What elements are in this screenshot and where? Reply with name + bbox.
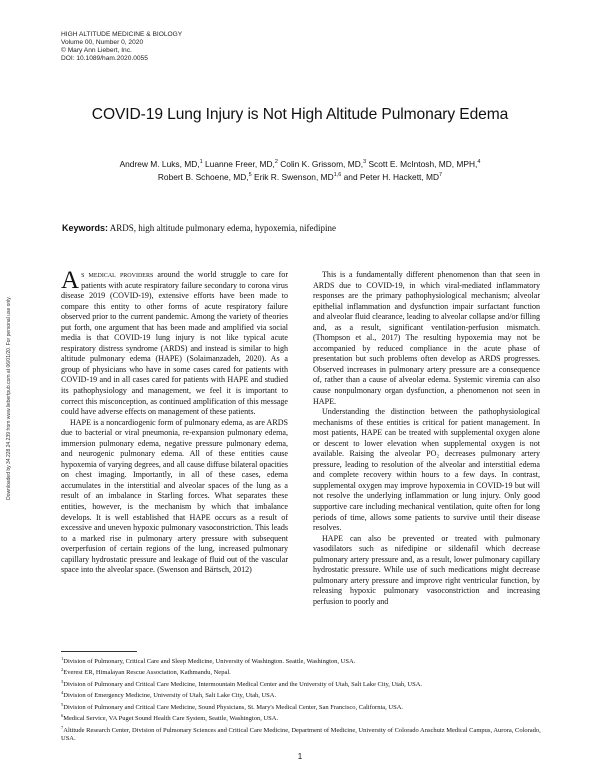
paragraph-1 [61, 267, 288, 418]
footnote-text: Altitude Research Center, Division of Pulmonary Sciences and Critical Care Medicine, Department of Medicine, University of Colorado Anschutz Medical Campus, Aurora, Colorado, USA. [61, 726, 541, 743]
footnote-number: 3 [61, 678, 64, 684]
footnote-text: Medical Service, VA Puget Sound Health Care System, Seattle, Washington, USA. [63, 715, 279, 723]
author-name: and Peter H. Hackett, MD [341, 172, 440, 182]
footnote-number: 7 [61, 724, 64, 730]
body-column-left [61, 267, 288, 576]
journal-doi: DOI: 10.1089/ham.2020.0055 [61, 55, 148, 62]
footnote [61, 701, 541, 712]
paragraph-1-text: around the world struggle to care for patients with acute respiratory failure secondary to corona virus disease 2019 (COVID-19), extensive efforts have been made to compare this entity to other forms of acute respiratory failure observed prior to the current pandemic. Among the variety of theories put forth, one argument that has been made and amplified via social media is that COVID-19 lung injury is not like typical acute respiratory distress syndrome (ARDS) and instead is similar to high altitude pulmonary edema (HAPE) (Solaimanzadeh, 2020). As a group of physicians who have in some cases cared for patients with COVID-19 and in all cases cared for patients with HAPE and studied its pathophysiology and management, we feel it is important to correct this misconception, as continued amplification of this message could have adverse effects on management of these patients. [61, 270, 288, 417]
affiliation-mark: 4 [477, 159, 481, 166]
footnote [61, 712, 541, 723]
footnote [61, 724, 541, 744]
lead-in: s medical providers [81, 270, 154, 279]
affiliation-mark: 1 [199, 159, 203, 166]
paragraph-3: This is a fundamentally different phenomenon than that seen in ARDS due to COVID-19, in which viral-mediated inflammatory responses are the primary pathophysiological mechanism; alveolar epithelial inflammation and dysfunction impair surfactant function and alveolar fluid clearance, leading to alveolar collapse and/or filling and, as a result, significant ventilation-perfusion mismatch. (Thompson et al., 2017) The resulting hypoxemia may not be accompanied by reduced compliance in the acute phase of presentation but such problems often develop as ARDS progresses. Observed increases in pulmonary artery pressure are a consequence of, rather than a cause of alveolar edema. Systemic viremia can also cause nonpulmonary organ dysfunction, a phenomenon not seen in HAPE. [313, 270, 540, 406]
author-line-1 [60, 158, 540, 171]
affiliation-mark: 7 [439, 172, 443, 179]
keywords-text: ARDS, high altitude pulmonary edema, hypoxemia, nifedipine [109, 223, 336, 233]
footnote-number: 4 [61, 690, 64, 696]
affiliation-mark: 2 [274, 159, 278, 166]
footnote-text: Division of Pulmonary, Critical Care and Sleep Medicine, University of Washington. Seattle, Washington, USA. [63, 658, 356, 666]
footnote-number: 1 [61, 656, 64, 661]
journal-header [61, 31, 182, 63]
affiliation-mark: 3 [363, 159, 367, 166]
footnote [61, 678, 541, 689]
footnote-divider [61, 651, 137, 652]
drop-cap: A [61, 267, 80, 294]
footnote-text: Everest ER, Himalayan Rescue Association, Kathmandu, Nepal. [63, 669, 231, 677]
affiliation-mark: 1,6 [333, 172, 342, 179]
footnote-text: Division of Pulmonary and Critical Care Medicine, Intermountain Medical Center and the University of Utah, Salt Lake City, Utah, USA. [63, 681, 423, 689]
keywords [62, 223, 336, 233]
author-name: Scott E. McIntosh, MD, MPH, [366, 159, 478, 169]
page-number: 1 [297, 752, 303, 761]
footnote [61, 689, 541, 700]
author-line-2 [60, 171, 540, 184]
journal-copyright: © Mary Ann Liebert, Inc. [61, 47, 132, 54]
footnote [61, 655, 541, 666]
author-list [60, 158, 540, 184]
keywords-label: Keywords: [62, 223, 109, 233]
footnote-number: 5 [61, 701, 64, 707]
affiliation-footnotes [61, 655, 541, 743]
author-name: Luanne Freer, MD, [202, 159, 275, 169]
article-title: COVID-19 Lung Injury is Not High Altitude Pulmonary Edema [91, 106, 509, 123]
paragraph-5: HAPE can also be prevented or treated with pulmonary vasodilators such as nifedipine or sildenafil which decrease pulmonary artery pressure and, as a result, lower pulmonary capillary hydrostatic pressure. While use of such medications might decrease pulmonary artery pressure and improve right ventricular function, by releasing hypoxic pulmonary vasoconstriction and increasing perfusion to poorly and [313, 533, 540, 606]
download-notice-text: Downloaded by 34.228.24.239 from www.liebertpub.com at 06/01/20. For personal use only. [6, 296, 12, 500]
download-notice [3, 248, 15, 548]
author-name: Erik R. Swenson, MD [251, 172, 334, 182]
journal-volume: Volume 00, Number 0, 2020 [61, 39, 144, 46]
footnote [61, 666, 541, 677]
author-name: Andrew M. Luks, MD, [119, 159, 200, 169]
paragraph-2: HAPE is a noncardiogenic form of pulmonary edema, as are ARDS due to bacterial or viral pneumonia, re-expansion pulmonary edema, immersion pulmonary edema, negative pressure pulmonary edema, and neurogenic pulmonary edema. All of these entities cause hypoxemia of varying degrees, and all cause diffuse bilateral opacities on chest imaging. Importantly, in all of these cases, edema accumulates in the interstitial and alveolar spaces of the lung as a result of an imbalance in Starling forces. What separates these entities, however, is the mechanism by which that imbalance develops. It is well established that HAPE occurs as a result of excessive and uneven hypoxic pulmonary vasoconstriction. This leads to a marked rise in pulmonary artery pressure with subsequent overperfusion of certain regions of the lung, increased pulmonary capillary hydrostatic pressure and leakage of fluid out of the vascular space into the alveolar space. (Swenson and Bärtsch, 2012) [61, 417, 288, 575]
paragraph-4: Understanding the distinction between the pathophysiological mechanisms of these entities is critical for patient management. In most patients, HAPE can be treated with supplemental oxygen alone or descent to lower elevation when supplemental oxygen is not available. Raising the alveolar PO₂ decreases pulmonary artery pressure, leading to resolution of the alveolar and interstitial edema and complete recovery within hours to a few days. In contrast, supplemental oxygen may improve hypoxemia in COVID-19 but will not resolve the underlying inflammation or lung injury. Only good supportive care including mechanical ventilation, quite often for long periods of time, allows some patients to survive until their disease resolves. [313, 407, 540, 533]
footnote-text: Division of Pulmonary and Critical Care Medicine, Sound Physicians, St. Mary's Medical Center, San Francisco, California, USA. [63, 703, 404, 711]
footnote-number: 6 [61, 713, 64, 719]
body-column-right [313, 270, 540, 608]
journal-name: HIGH ALTITUDE MEDICINE & BIOLOGY [61, 31, 183, 38]
footnote-number: 2 [61, 667, 64, 673]
author-name: Colin K. Grissom, MD, [277, 159, 364, 169]
footnote-text: Division of Emergency Medicine, University of Utah, Salt Lake City, Utah, USA. [63, 692, 277, 700]
affiliation-mark: 5 [248, 172, 252, 179]
author-name: Robert B. Schoene, MD, [157, 172, 249, 182]
